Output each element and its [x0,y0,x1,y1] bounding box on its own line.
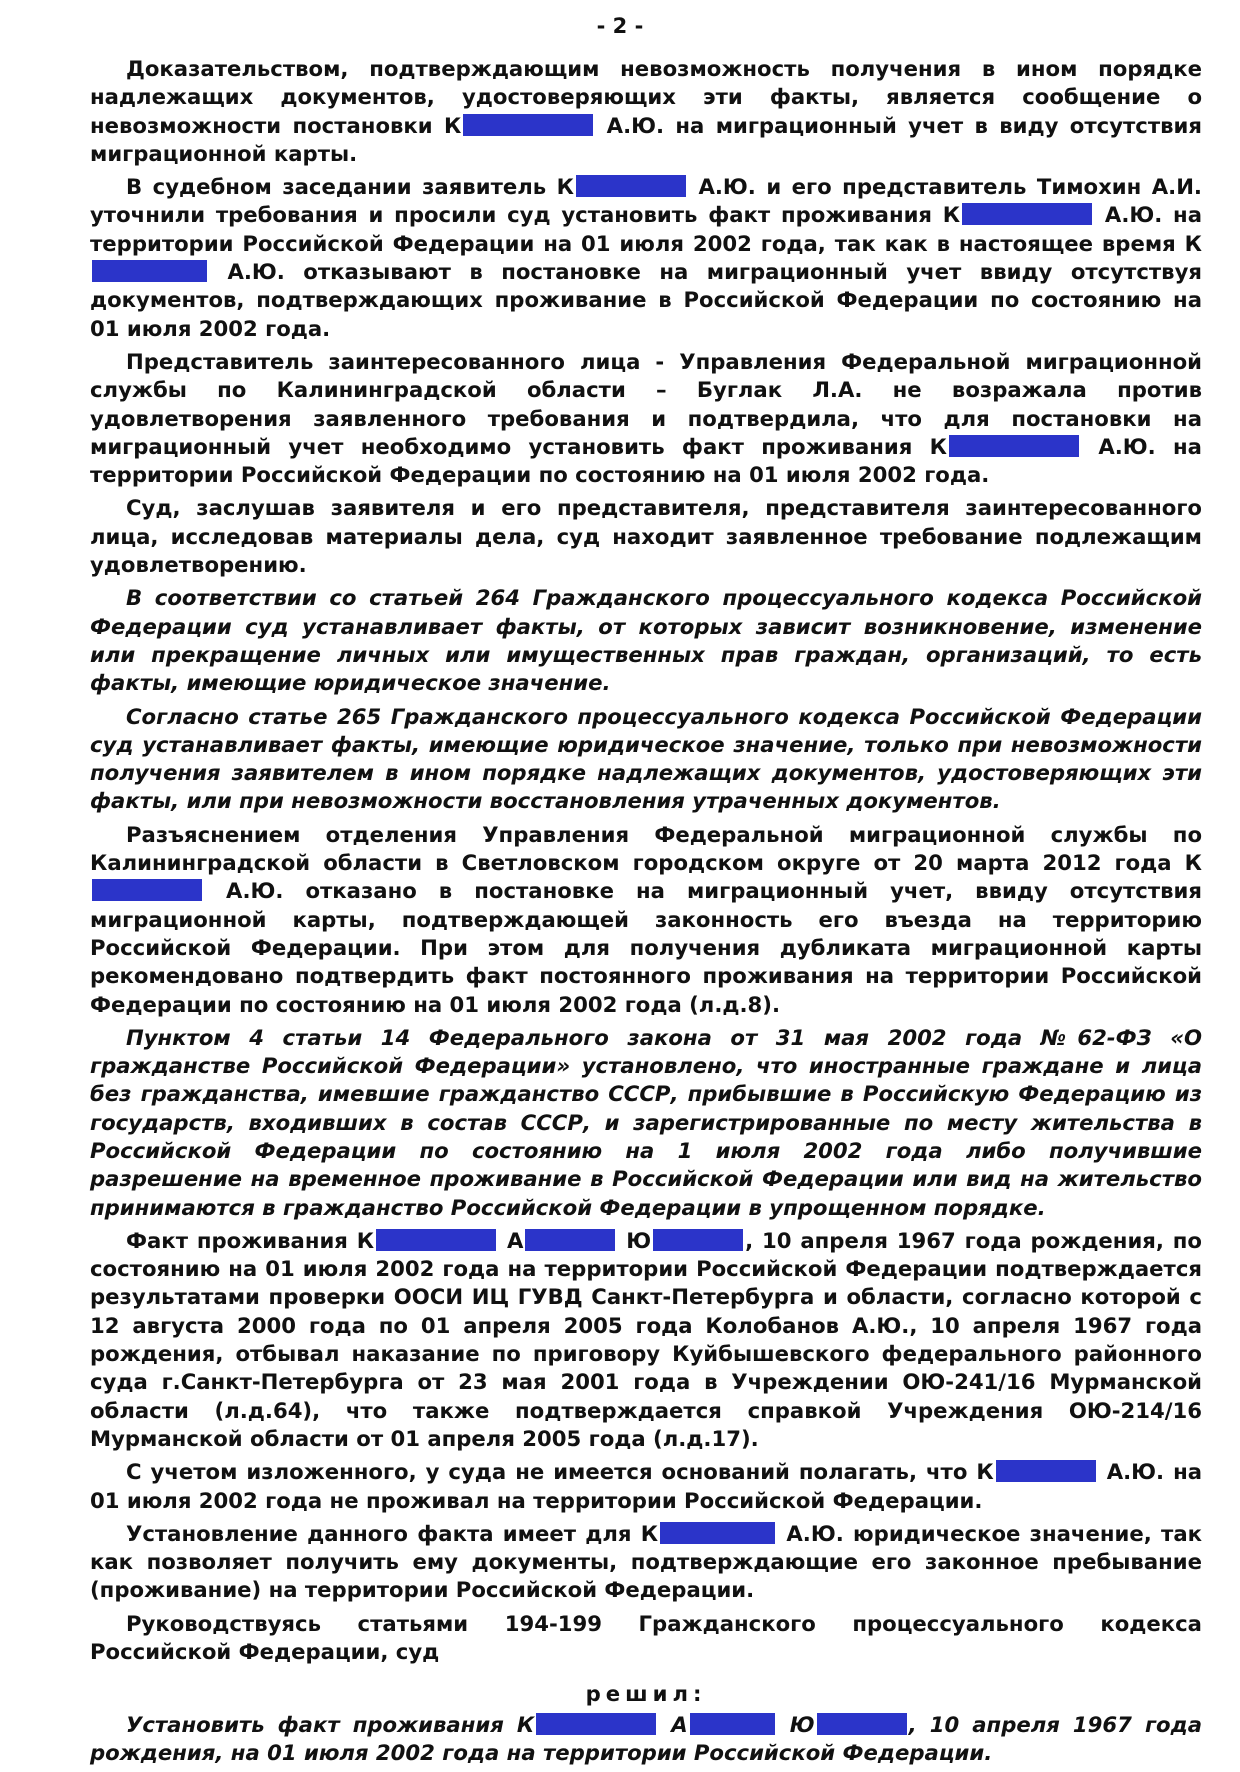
page-number: - 2 - [596,14,644,38]
text-run: А [498,1227,524,1253]
redaction-box [525,1229,615,1251]
text-run: решил: [585,1681,707,1707]
redaction-box [962,203,1092,225]
redaction-box [463,114,593,136]
text-run: А.Ю. отказано в постановке на миграционный учет, ввиду отсутствия миграционной карты, подтверждающей законность его въезда на территорию Российской Федерации. При этом для получения дубликата миграционной карты рекомендовано подтвердить факт постоянного проживания на территории Российской Федерации по состоянию на 01 июля 2002 года (л.д.8). [90,878,1202,1017]
redaction-box [92,879,202,901]
text-run: Суд, заслушав заявителя и его представителя, представителя заинтересованного лица, исследовав материалы дела, суд находит заявленное требование подлежащим удовлетворению. [90,495,1202,578]
redaction-box [817,1713,907,1735]
redaction-box [949,435,1079,457]
redaction-box [576,175,686,197]
paragraph [90,1610,1202,1667]
text-run: А [658,1711,688,1737]
redaction-box [660,1522,775,1544]
paragraph [90,1520,1202,1605]
text-run: А.Ю. на территории Российской Федерации на 01 июля 2002 года, так как в настоящее время К [90,202,1202,256]
redaction-box [92,260,207,282]
paragraph [90,173,1202,343]
paragraph [90,584,1202,697]
text-run: Ю [617,1227,652,1253]
text-run: , 10 апреля 1967 года рождения, на 01 июля 2002 года на территории Российской Федерации. [90,1711,1202,1765]
paragraph [90,703,1202,816]
text-run: А.Ю. на территории Российской Федерации по состоянию на 01 июля 2002 года. [90,433,1202,488]
redaction-box [536,1713,656,1735]
text-run: Ю [776,1711,815,1737]
text-run: Факт проживания К [126,1227,375,1253]
paragraph [90,55,1202,168]
redaction-box [690,1713,775,1735]
text-run: Установление данного факта имеет для К [126,1520,659,1546]
paragraph [90,1227,1202,1453]
document-body [90,55,1202,1772]
text-run: Представитель заинтересованного лица - Управления Федеральной миграционной службы по Калининградской области – Буглак Л.А. не возражала против удовлетворения заявленного требования и подтвердила, что для постановки на миграционный учет необходимо установить факт проживания К [90,348,1202,459]
text-run: Доказательством, подтверждающим невозможность получения в ином порядке надлежащих документов, удостоверяющих эти факты, является сообщение о невозможности постановки К [90,56,1202,138]
text-run: Согласно статье 265 Гражданского процессуального кодекса Российской Федерации суд устанавливает факты, имеющие юридическое значение, только при невозможности получения заявителем в ином порядке надлежащих документов, удостоверяющих эти факты, или при невозможности восстановления утраченных документов. [90,703,1202,814]
text-run: А.Ю. на миграционный учет в виду отсутствия миграционной карты. [90,112,1202,166]
text-run: , 10 апреля 1967 года рождения, по состоянию на 01 июля 2002 года на территории Российской Федерации подтверждается результатами проверки ООСИ ИЦ ГУВД Санкт-Петербурга и области, согласно которой с 12 августа 2000 года по 01 апреля 2005 года Колобанов А.Ю., 10 апреля 1967 года рождения, отбывал наказание по приговору Куйбышевского федерального районного суда г.Санкт-Петербурга от 23 мая 2001 года в Учреждении ОЮ-241/16 Мурманской области (л.д.64), что также подтверждается справкой Учреждения ОЮ-214/16 Мурманской области от 01 апреля 2005 года (л.д.17). [90,1227,1202,1451]
redaction-box [996,1460,1096,1482]
paragraph [90,494,1202,579]
text-run: Пунктом 4 статьи 14 Федерального закона от 31 мая 2002 года №62-ФЗ «О гражданстве Российской Федерации» установлено, что иностранные граждане и лица без гражданства, имевшие гражданство СССР, прибывшие в Российскую Федерацию из государств, входивших в состав СССР, и зарегистрированные по месту жительства в Российской Федерации по состоянию на 1 июля 2002 года либо получившие разрешение на временное проживание в Российской Федерации или вид на жительство принимаются в гражданство Российской Федерации в упрощенном порядке. [90,1024,1202,1220]
text-run: С учетом изложенного, у суда не имеется оснований полагать, что К [126,1459,994,1485]
paragraph [90,821,1202,1019]
text-run: А.Ю. отказывают в постановке на миграционный учет ввиду отсутствуя документов, подтверждающих проживание в Российской Федерации по состоянию на 01 июля 2002 года. [90,259,1202,341]
text-run: А.Ю. и его представитель Тимохин А.И. уточнили требования и просили суд установить факт проживания К [90,174,1202,228]
text-run: Разъяснением отделения Управления Федеральной миграционной службы по Калининградской области в Светловском городском округе от 20 марта 2012 года К [90,821,1202,876]
redaction-box [653,1229,743,1251]
text-run: В соответствии со статьей 264 Гражданского процессуального кодекса Российской Федерации суд устанавливает факты, от которых зависит возникновение, изменение или прекращение личных или имущественных прав граждан, организаций, то есть факты, имеющие юридическое значение. [90,585,1202,696]
text-run: А.Ю. юридическое значение, так как позволяет получить ему документы, подтверждающие его законное пребывание (проживание) на территории Российской Федерации. [90,1520,1202,1603]
redaction-box [376,1229,496,1251]
text-run: А.Ю. на 01 июля 2002 года не проживал на территории Российской Федерации. [90,1459,1202,1513]
paragraph [90,1024,1202,1222]
paragraph [90,1458,1202,1515]
text-run: Установить факт проживания К [126,1711,535,1737]
paragraph [90,348,1202,489]
decision-heading [90,1680,1202,1708]
text-run: Руководствуясь статьями 194-199 Гражданского процессуального кодекса Российской Федерации, суд [90,1610,1202,1665]
paragraph [90,1711,1202,1768]
text-run: В судебном заседании заявитель К [126,174,574,200]
